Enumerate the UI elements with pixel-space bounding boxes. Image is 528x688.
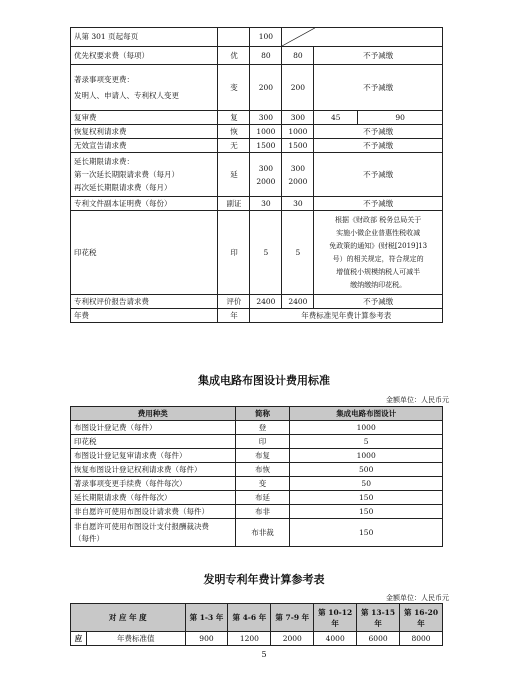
table-row: 应 年费标准值 900 1200 2000 4000 6000 8000 xyxy=(71,632,443,646)
section-title: 集成电路布图设计费用标准 xyxy=(198,374,330,387)
stamp-duty-note: 根据《财政部 税务总局关于 实施小微企业普惠性税收减 免政策的通知》(财税[2019]13 号）的相关规定，符合规定的 增值税小规模纳税人可减半 缴纳缴纳印花税。 xyxy=(314,211,443,295)
table-row: 恢复布图设计登记权利请求费（每件） 布恢 500 xyxy=(71,463,443,477)
table-row: 印花税 印 5 xyxy=(71,435,443,449)
table-row: 无效宣告请求费 无 1500 1500 不予减缴 xyxy=(71,139,443,153)
table-row: 年费 年 年费标准见年费计算参考表 xyxy=(71,309,443,323)
fee-value: 100 xyxy=(250,28,282,47)
table-row xyxy=(71,28,443,47)
currency-unit: 金额单位：人民币元 xyxy=(386,594,449,602)
table-row: 复审费 复 300 300 45 90 xyxy=(71,111,443,125)
table-row: 布图设计登记费（每件） 登 1000 xyxy=(71,421,443,435)
table-row: 恢复权利请求费 恢 1000 1000 不予减缴 xyxy=(71,125,443,139)
table-row: 延长期限请求费（每件每次） 布延 150 xyxy=(71,491,443,505)
page-number: 5 xyxy=(261,650,267,659)
table-row: 非自愿许可使用布图设计支付报酬裁决费 （每件） 布非裁 150 xyxy=(71,519,443,547)
table-row: 印花税 印 5 5 根据《财政部 税务总局关于 实施小微企业普惠性税收减 免政策的通知》(财税[2019]13 号）的相关规定，符合规定的 增值税小规模纳税人可减半 缴纳缴纳印花税。 xyxy=(71,211,443,295)
currency-unit: 金额单位：人民币元 xyxy=(386,396,449,404)
section-title: 发明专利年费计算参考表 xyxy=(203,573,325,586)
table-row: 优先权要求费（每项） 优 80 80 不予减缴 xyxy=(71,47,443,65)
table-row: 非自愿许可使用布图设计请求费（每件） 布非 150 xyxy=(71,505,443,519)
table-row: 专利权评价报告请求费 评价 2400 2400 不予减缴 xyxy=(71,295,443,309)
table-row: 著录事项变更费： 发明人、申请人、专利权人变更 变 200 200 不予减缴 xyxy=(71,65,443,111)
table-row: 布图设计登记复审请求费（每件） 布复 1000 xyxy=(71,449,443,463)
table-header-row: 费用种类 简称 集成电路布图设计 xyxy=(71,407,443,421)
table-row: 著录事项变更手续费（每件每次） 变 50 xyxy=(71,477,443,491)
table-row: 延长期限请求费： 第一次延长期限请求费（每月） 再次延长期限请求费（每月） 延 300 2000 300 2000 不予减缴 xyxy=(71,153,443,197)
diagonal-cell xyxy=(282,28,443,47)
fee-name: 从第 301 页起每页 xyxy=(71,28,218,47)
ic-layout-fee-table xyxy=(70,406,443,547)
table-row: 专利文件副本证明费（每份） 副证 30 30 不予减缴 xyxy=(71,197,443,211)
annual-fee-table xyxy=(70,603,443,646)
diagonal-line-icon xyxy=(282,28,442,46)
table-header-row: 对 应 年 度 第 1-3 年 第 4-6 年 第 7-9 年 第 10-12 年 第 13-15 年 第 16-20 年 xyxy=(71,604,443,632)
patent-fee-table xyxy=(70,27,443,323)
